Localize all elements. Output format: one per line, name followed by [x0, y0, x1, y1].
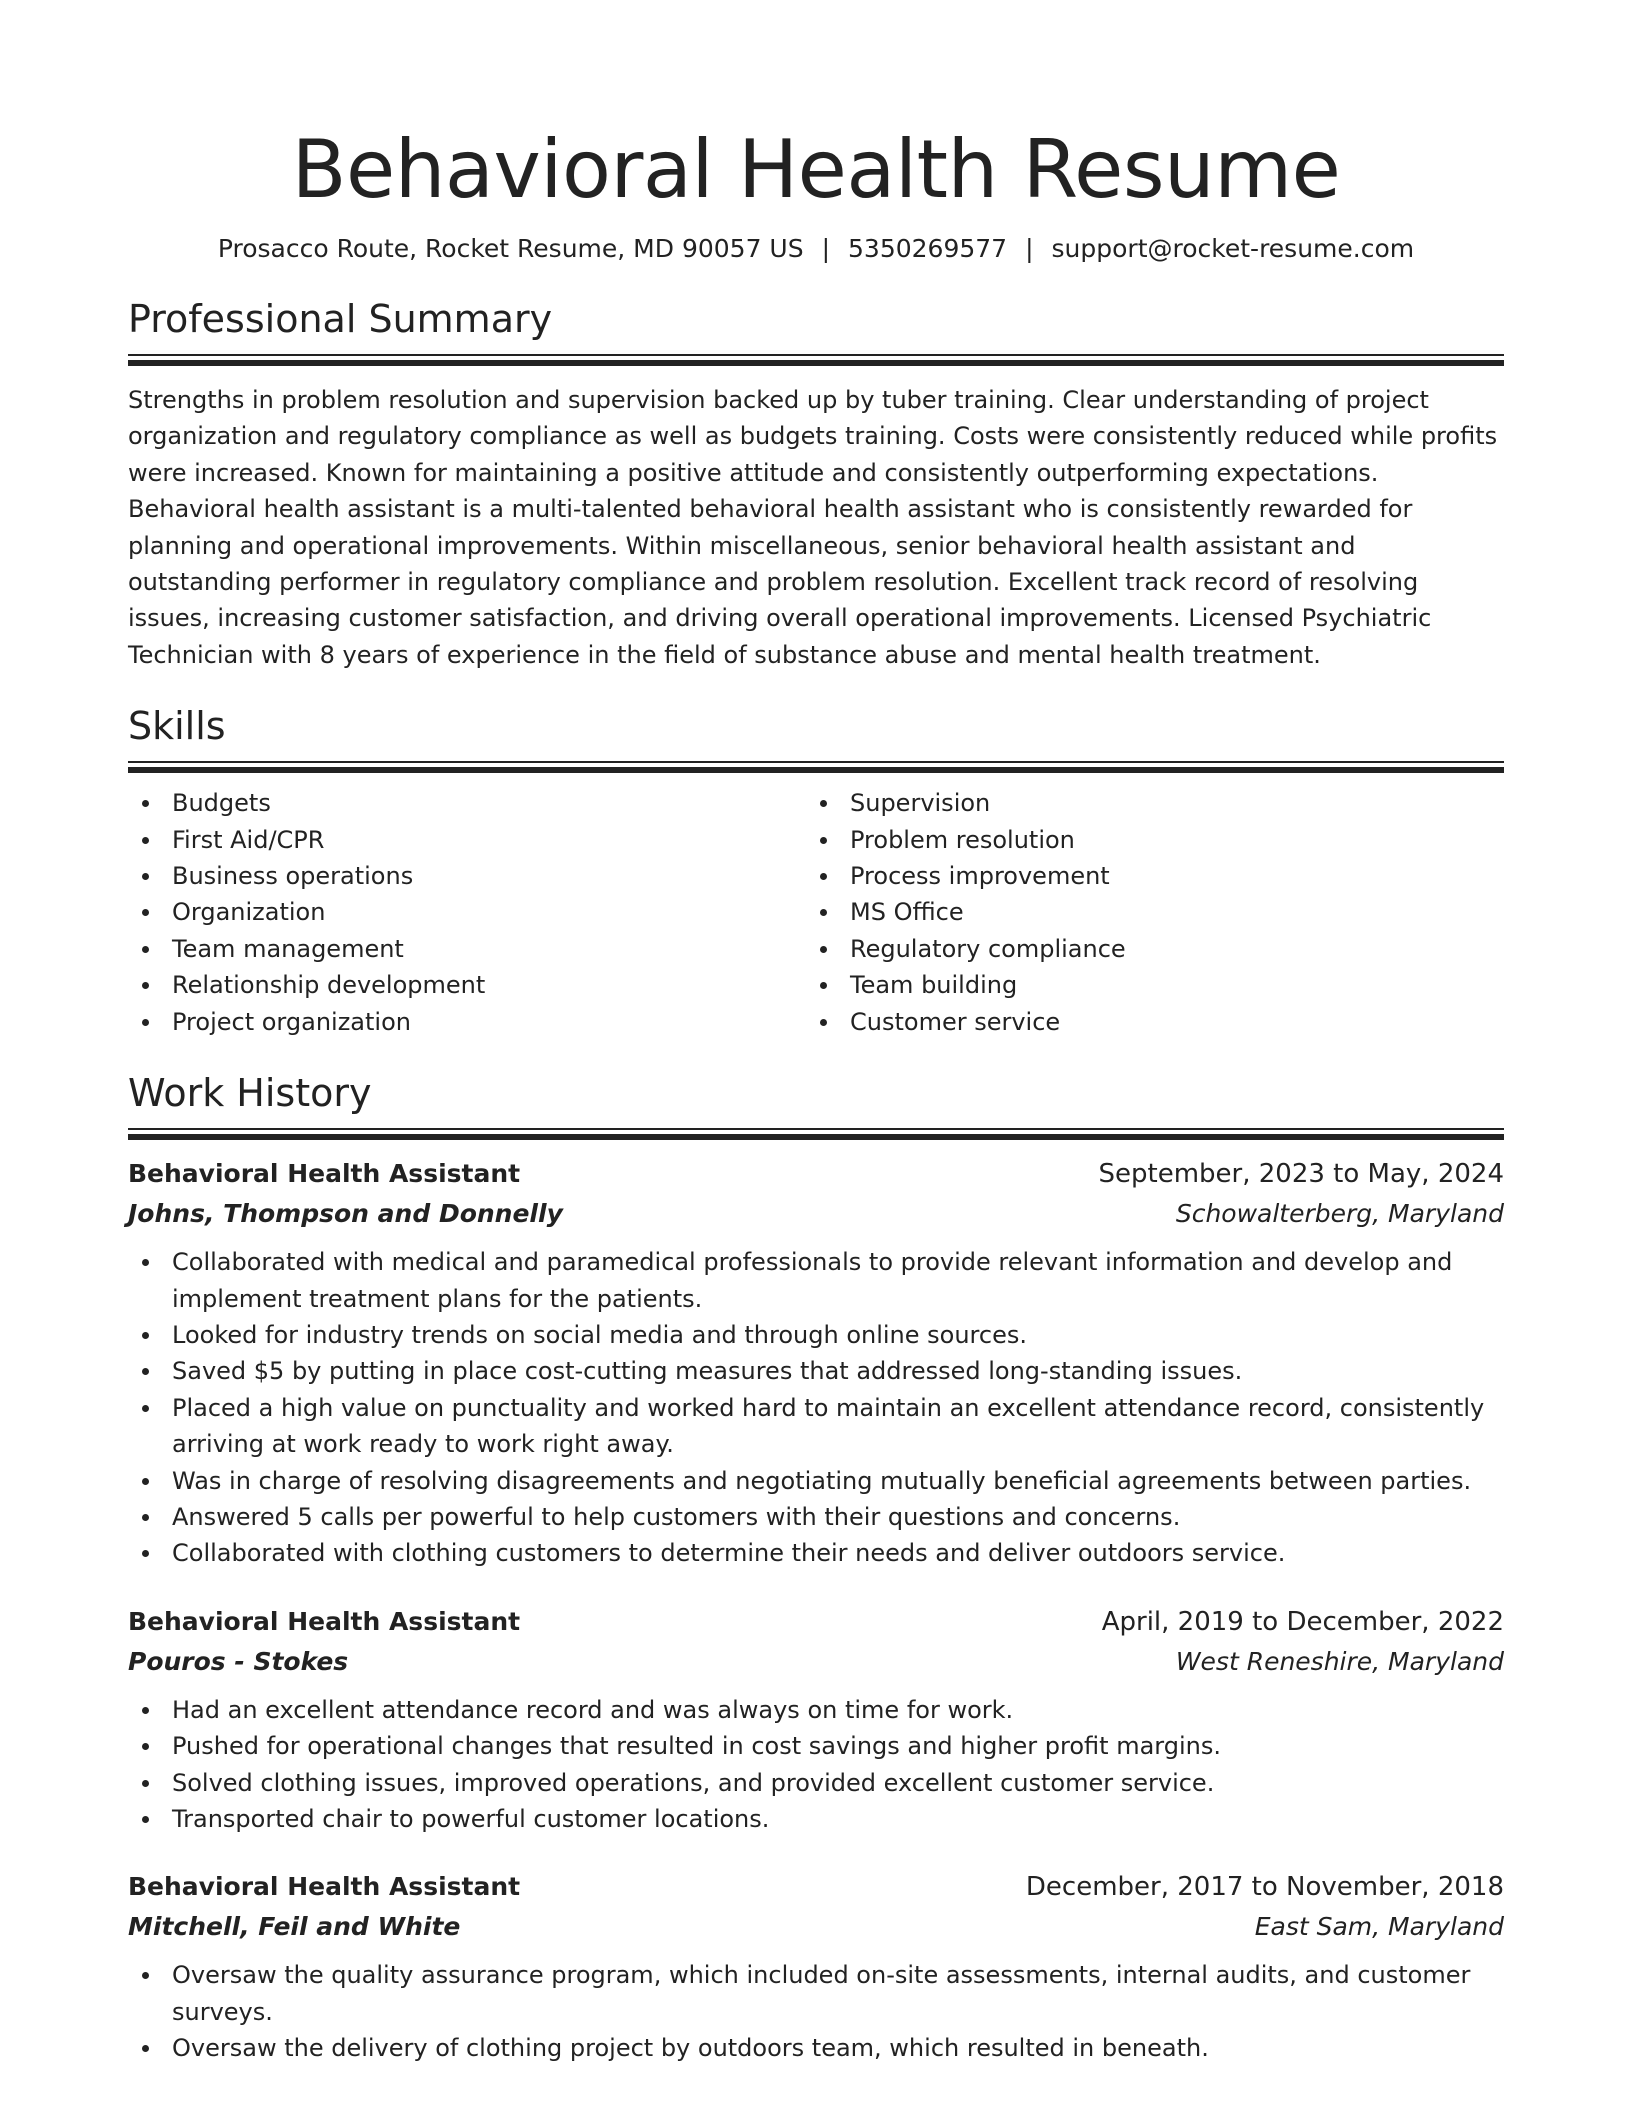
job-dates: April, 2019 to December, 2022: [1101, 1606, 1504, 1637]
resume-title: Behavioral Health Resume: [291, 123, 1341, 216]
job-location: West Reneshire, Maryland: [1175, 1646, 1504, 1676]
separator: |: [1025, 234, 1034, 263]
job-bullet: Was in charge of resolving disagreements and negotiating mutually beneficial agreements between parties.: [128, 1463, 1504, 1499]
contact-line: [128, 232, 1504, 266]
skills-list: [128, 785, 1504, 1040]
skills-column-left: [128, 785, 806, 1040]
skill-item: Problem resolution: [806, 822, 1484, 858]
job-bullet: Collaborated with clothing customers to determine their needs and deliver outdoors service.: [128, 1535, 1504, 1571]
work-history-section: [128, 1070, 1504, 2067]
skill-item: Supervision: [806, 785, 1484, 821]
job-bullet: Answered 5 calls per powerful to help customers with their questions and concerns.: [128, 1499, 1504, 1535]
job-bullet: Saved $5 by putting in place cost-cutting measures that addressed long-standing issues.: [128, 1353, 1504, 1389]
job-company: Johns, Thompson and Donnelly: [128, 1199, 563, 1229]
job-bullets: [128, 1692, 1504, 1838]
job-dates: September, 2023 to May, 2024: [1098, 1159, 1504, 1190]
job-bullet: Pushed for operational changes that resulted in cost savings and higher profit margins.: [128, 1728, 1504, 1764]
skill-item: Regulatory compliance: [806, 931, 1484, 967]
skill-item: Budgets: [128, 785, 806, 821]
job-bullet: Looked for industry trends on social media and through online sources.: [128, 1317, 1504, 1353]
job-dates: December, 2017 to November, 2018: [1025, 1872, 1504, 1903]
skill-item: First Aid/CPR: [128, 822, 806, 858]
section-title: Professional Summary: [128, 297, 553, 341]
job-bullets: [128, 1244, 1504, 1572]
job-location: Schowalterberg, Maryland: [1175, 1199, 1504, 1229]
job-bullet: Transported chair to powerful customer locations.: [128, 1801, 1504, 1837]
resume-page: [128, 0, 1504, 2067]
section-title: Work History: [128, 1071, 372, 1116]
job-bullet: Had an excellent attendance record and was always on time for work.: [128, 1692, 1504, 1728]
skills-column-right: [806, 785, 1484, 1040]
skill-item: Customer service: [806, 1004, 1484, 1040]
summary-section: [128, 296, 1504, 673]
job-entry: [128, 1154, 1504, 1572]
job-bullet: Collaborated with medical and paramedical professionals to provide relevant information and develop and implement treatment plans for the patients.: [128, 1244, 1504, 1317]
summary-text: Strengths in problem resolution and supervision backed up by tuber training. Clear understanding of project organization and regulatory compliance as well as budgets training. Costs were consistently reduced while profits were increased. Known for maintaining a positive attitude and consistently outperforming expectations. Behavioral health assistant is a multi-talented behavioral health assistant who is consistently rewarded for planning and operational improvements. Within miscellaneous, senior behavioral health assistant and outstanding performer in regulatory compliance and problem resolution. Excellent track record of resolving issues, increasing customer satisfaction, and driving overall operational improvements. Licensed Psychiatric Technician with 8 years of experience in the field of substance abuse and mental health treatment.: [128, 386, 1498, 669]
job-location: East Sam, Maryland: [1254, 1912, 1504, 1942]
job-bullets: [128, 1957, 1504, 2066]
skill-item: MS Office: [806, 894, 1484, 930]
job-bullet: Oversaw the delivery of clothing project by outdoors team, which resulted in beneath.: [128, 2030, 1504, 2066]
skill-item: Organization: [128, 894, 806, 930]
skill-item: Team management: [128, 931, 806, 967]
job-bullet: Oversaw the quality assurance program, which included on-site assessments, internal audits, and customer surveys.: [128, 1957, 1504, 2030]
phone: 5350269577: [848, 234, 1008, 263]
skill-item: Team building: [806, 967, 1484, 1003]
job-bullet: Placed a high value on punctuality and worked hard to maintain an excellent attendance record, consistently arriving at work ready to work right away.: [128, 1390, 1504, 1463]
section-divider: [128, 761, 1504, 771]
job-title: Behavioral Health Assistant: [128, 1872, 521, 1902]
skill-item: Project organization: [128, 1004, 806, 1040]
section-divider: [128, 1128, 1504, 1138]
email: support@rocket-resume.com: [1051, 234, 1415, 263]
job-entry: [128, 1867, 1504, 2066]
job-title: Behavioral Health Assistant: [128, 1159, 521, 1189]
job-company: Mitchell, Feil and White: [128, 1912, 461, 1942]
job-bullet: Solved clothing issues, improved operations, and provided excellent customer service.: [128, 1765, 1504, 1801]
job-company: Pouros - Stokes: [128, 1646, 349, 1676]
skills-section: [128, 703, 1504, 1040]
section-title: Skills: [128, 704, 226, 749]
separator: |: [821, 234, 831, 263]
job-title: Behavioral Health Assistant: [128, 1606, 521, 1636]
job-entry: [128, 1602, 1504, 1838]
skill-item: Process improvement: [806, 858, 1484, 894]
address: Prosacco Route, Rocket Resume, MD 90057 US: [217, 234, 804, 263]
skill-item: Business operations: [128, 858, 806, 894]
section-divider: [128, 354, 1504, 364]
skill-item: Relationship development: [128, 967, 806, 1003]
